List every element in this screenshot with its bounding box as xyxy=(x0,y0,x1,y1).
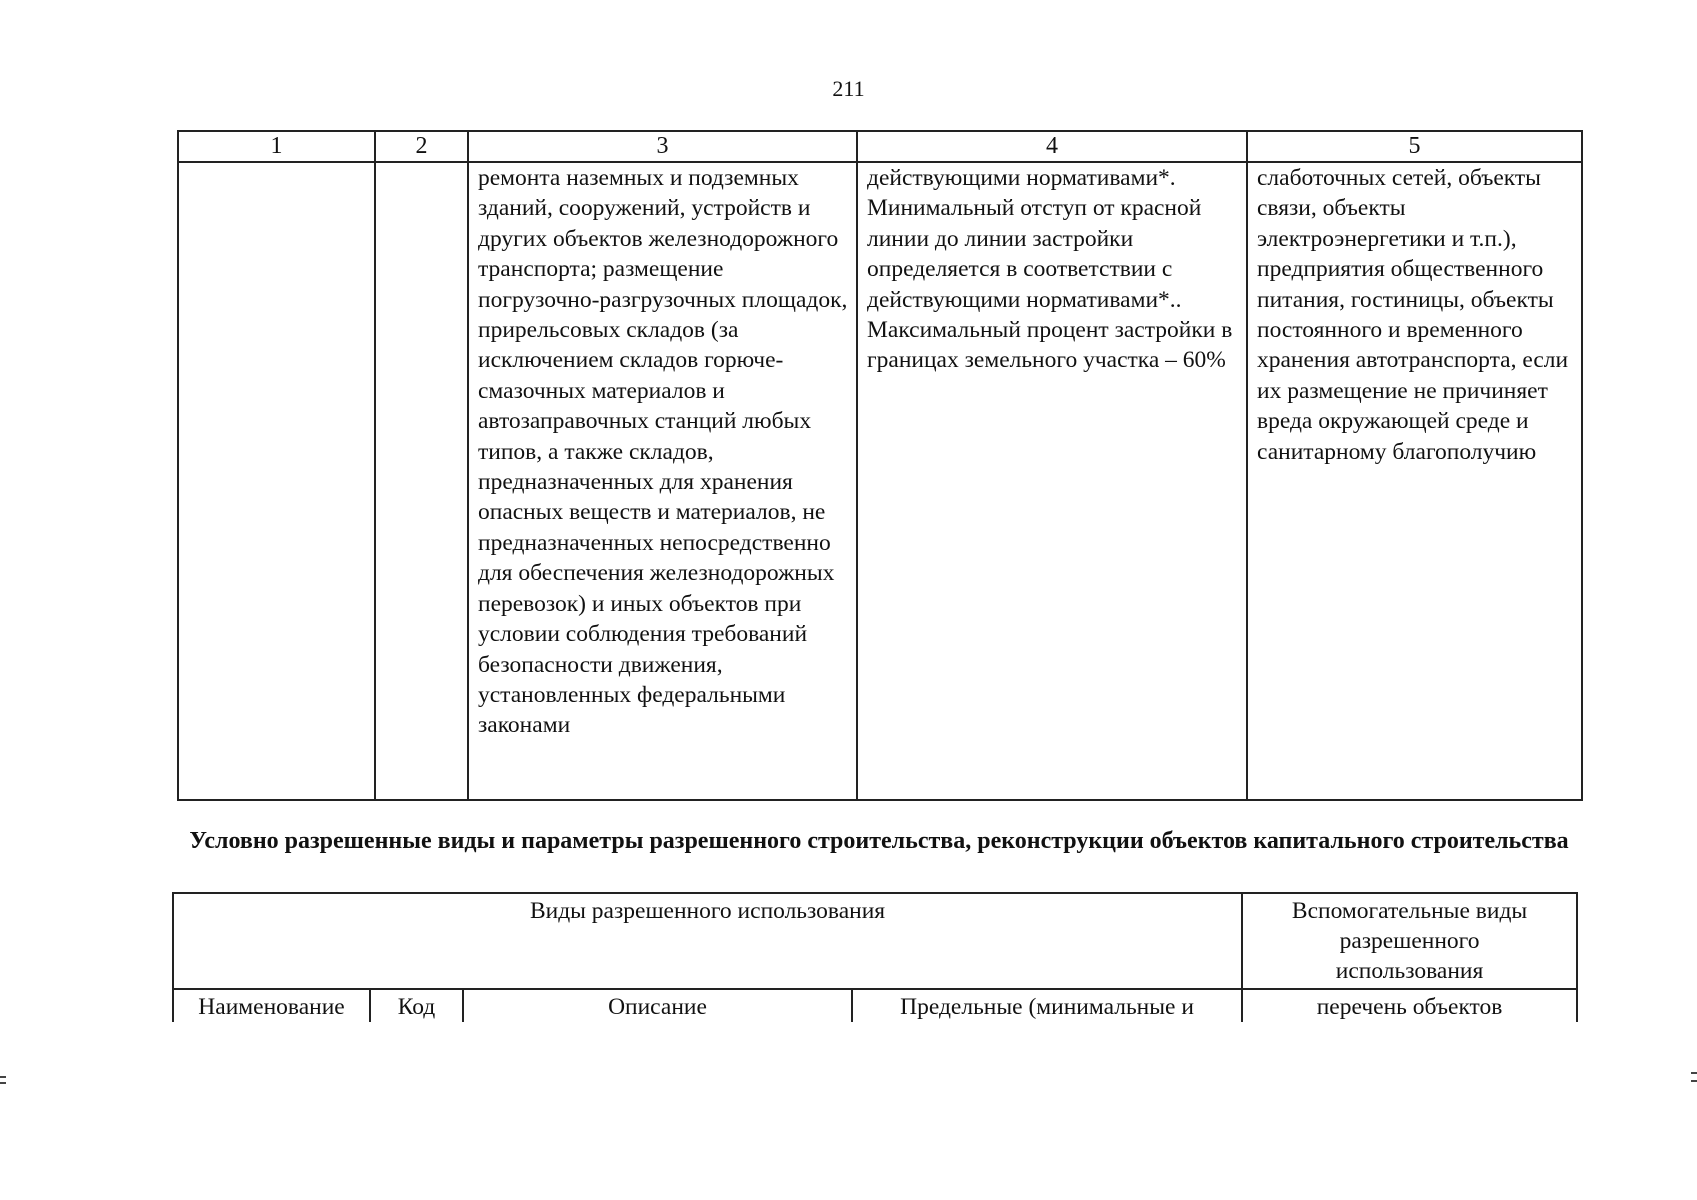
permitted-uses-header: Виды разрешенного использования xyxy=(173,893,1242,989)
auxiliary-uses-header: Вспомогательные виды разрешенного использования xyxy=(1242,893,1577,989)
conditional-uses-table xyxy=(172,892,1578,1022)
column-number-1: 1 xyxy=(178,131,375,162)
subheader-description: Описание xyxy=(463,989,852,1022)
column-number-2: 2 xyxy=(375,131,468,162)
section-heading: Условно разрешенные виды и параметры разрешенного строительства, реконструкции объектов капитального строительства xyxy=(189,828,1569,854)
page-number: 211 xyxy=(832,76,865,101)
column-number-3: 3 xyxy=(468,131,857,162)
table-row xyxy=(178,162,1582,800)
scan-mark xyxy=(1691,1072,1697,1074)
column-number-4: 4 xyxy=(857,131,1247,162)
subheader-name: Наименование xyxy=(173,989,370,1022)
scan-mark xyxy=(0,1076,6,1078)
scan-mark xyxy=(0,1082,6,1084)
continuation-table xyxy=(177,130,1583,801)
scan-mark xyxy=(1691,1080,1697,1082)
subheader-row xyxy=(173,989,1577,1022)
cell-name xyxy=(178,162,375,800)
cell-description: ремонта наземных и подземных зданий, сооружений, устройств и других объектов железнодорожного транспорта; размещение погрузочно-разгрузочных площадок, прирельсовых складов (за исключением складов горюче-смазочных материалов и автозаправочных станций любых типов, а также складов, предназначенных для хранения опасных веществ и материалов, не предназначенных непосредственно для обеспечения железнодорожных перевозок) и иных объектов при условии соблюдения требований безопасности движения, установленных федеральными законами xyxy=(468,162,857,800)
column-number-5: 5 xyxy=(1247,131,1582,162)
header-row xyxy=(173,893,1577,989)
cell-parameters: действующими нормативами*. Минимальный отступ от красной линии до линии застройки определяется в соответствии с действующими нормативами*.. Максимальный процент застройки в границах земельного участка – 60% xyxy=(857,162,1247,800)
subheader-code: Код xyxy=(370,989,463,1022)
cell-auxiliary-uses: слаботочных сетей, объекты связи, объекты электроэнергетики и т.п.), предприятия общественного питания, гостиницы, объекты постоянного и временного хранения автотранспорта, если их размещение не причиняет вреда окружающей среде и санитарному благополучию xyxy=(1247,162,1582,800)
subheader-limits: Предельные (минимальные и xyxy=(852,989,1242,1022)
column-number-row xyxy=(178,131,1582,162)
subheader-object-list: перечень объектов xyxy=(1242,989,1577,1022)
cell-code xyxy=(375,162,468,800)
